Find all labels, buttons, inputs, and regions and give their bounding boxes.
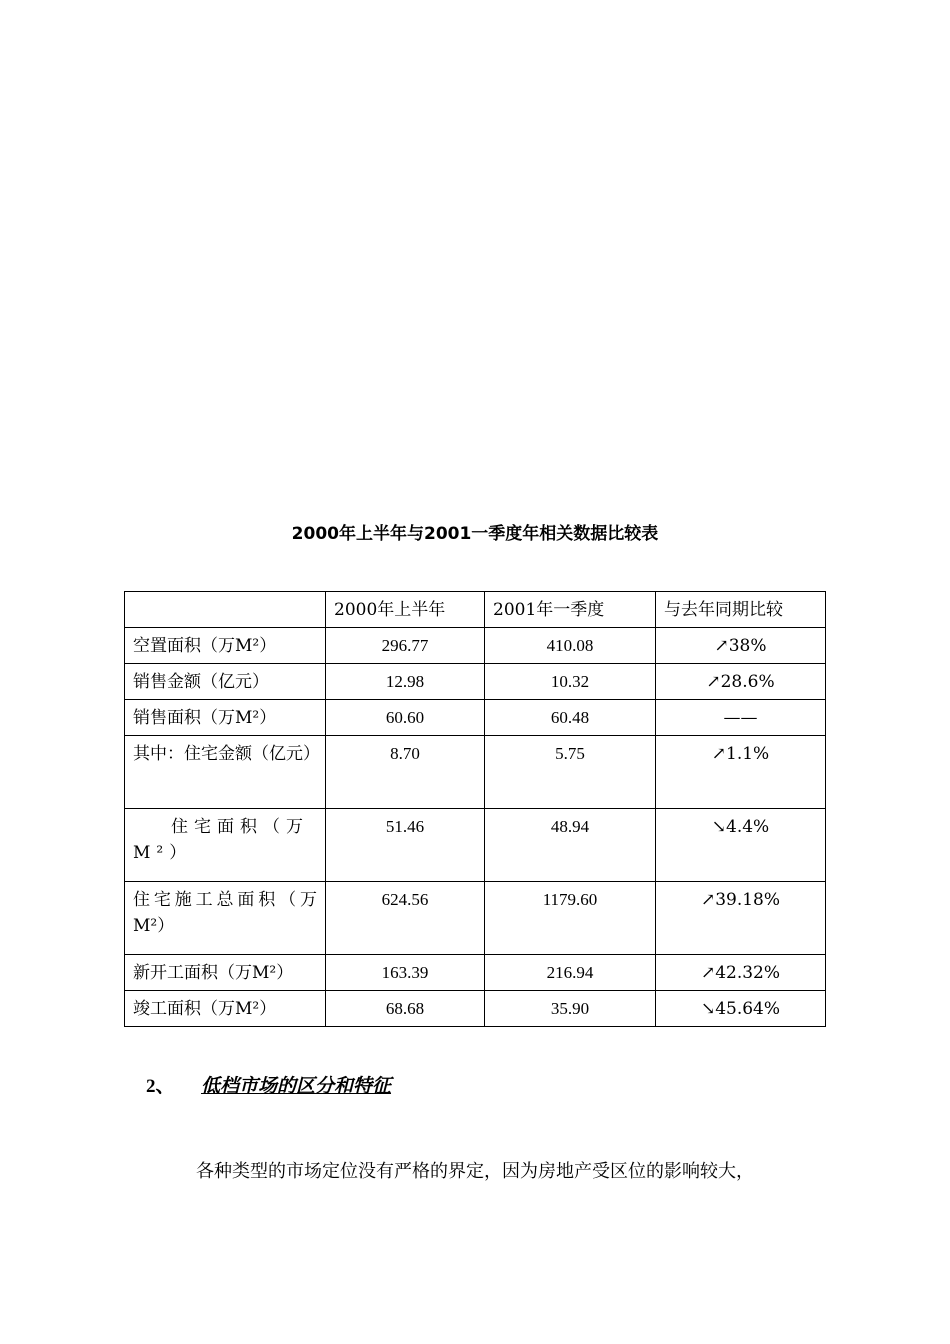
header-cell-empty xyxy=(125,592,326,628)
value-2000: 624.56 xyxy=(326,882,485,955)
table-row xyxy=(125,955,826,991)
value-2000: 60.60 xyxy=(326,700,485,736)
change-value: ↗28.6% xyxy=(656,664,826,700)
comparison-table xyxy=(124,591,826,1027)
value-2001: 35.90 xyxy=(485,991,656,1027)
change-value: ↘45.64% xyxy=(656,991,826,1027)
row-label: 住宅面积（万M²） xyxy=(125,809,326,882)
change-value: ↗42.32% xyxy=(656,955,826,991)
value-2000: 8.70 xyxy=(326,736,485,809)
table-row xyxy=(125,882,826,955)
table-row xyxy=(125,736,826,809)
value-2000: 296.77 xyxy=(326,628,485,664)
header-cell-comparison: 与去年同期比较 xyxy=(656,592,826,628)
row-label: 销售金额（亿元） xyxy=(125,664,326,700)
change-value: ↘4.4% xyxy=(656,809,826,882)
change-value: —— xyxy=(656,700,826,736)
body-paragraph: 各种类型的市场定位没有严格的界定，因为房地产受区位的影响较大， xyxy=(196,1161,754,1182)
header-cell-2000: 2000年上半年 xyxy=(326,592,485,628)
value-2000: 51.46 xyxy=(326,809,485,882)
header-cell-2001: 2001年一季度 xyxy=(485,592,656,628)
table-row xyxy=(125,628,826,664)
change-value: ↗1.1% xyxy=(656,736,826,809)
change-value: ↗39.18% xyxy=(656,882,826,955)
value-2000: 12.98 xyxy=(326,664,485,700)
row-label: 新开工面积（万M²） xyxy=(125,955,326,991)
row-label: 空置面积（万M²） xyxy=(125,628,326,664)
value-2001: 1179.60 xyxy=(485,882,656,955)
table-row xyxy=(125,664,826,700)
row-label: 其中：住宅金额（亿元） xyxy=(125,736,326,809)
section-number: 2、 xyxy=(146,1076,175,1097)
table-header-row xyxy=(125,592,826,628)
section-heading xyxy=(146,1072,413,1101)
table-row xyxy=(125,700,826,736)
table-title: 2000年上半年与2001一季度年相关数据比较表 xyxy=(291,524,659,544)
table-row xyxy=(125,809,826,882)
value-2001: 60.48 xyxy=(485,700,656,736)
table-row xyxy=(125,991,826,1027)
value-2000: 163.39 xyxy=(326,955,485,991)
change-value: ↗38% xyxy=(656,628,826,664)
value-2001: 410.08 xyxy=(485,628,656,664)
value-2001: 10.32 xyxy=(485,664,656,700)
row-label: 销售面积（万M²） xyxy=(125,700,326,736)
value-2000: 68.68 xyxy=(326,991,485,1027)
row-label: 住宅施工总面积（万M²） xyxy=(125,882,326,955)
value-2001: 216.94 xyxy=(485,955,656,991)
value-2001: 5.75 xyxy=(485,736,656,809)
value-2001: 48.94 xyxy=(485,809,656,882)
section-title: 低档市场的区分和特征 xyxy=(201,1075,392,1097)
row-label: 竣工面积（万M²） xyxy=(125,991,326,1027)
